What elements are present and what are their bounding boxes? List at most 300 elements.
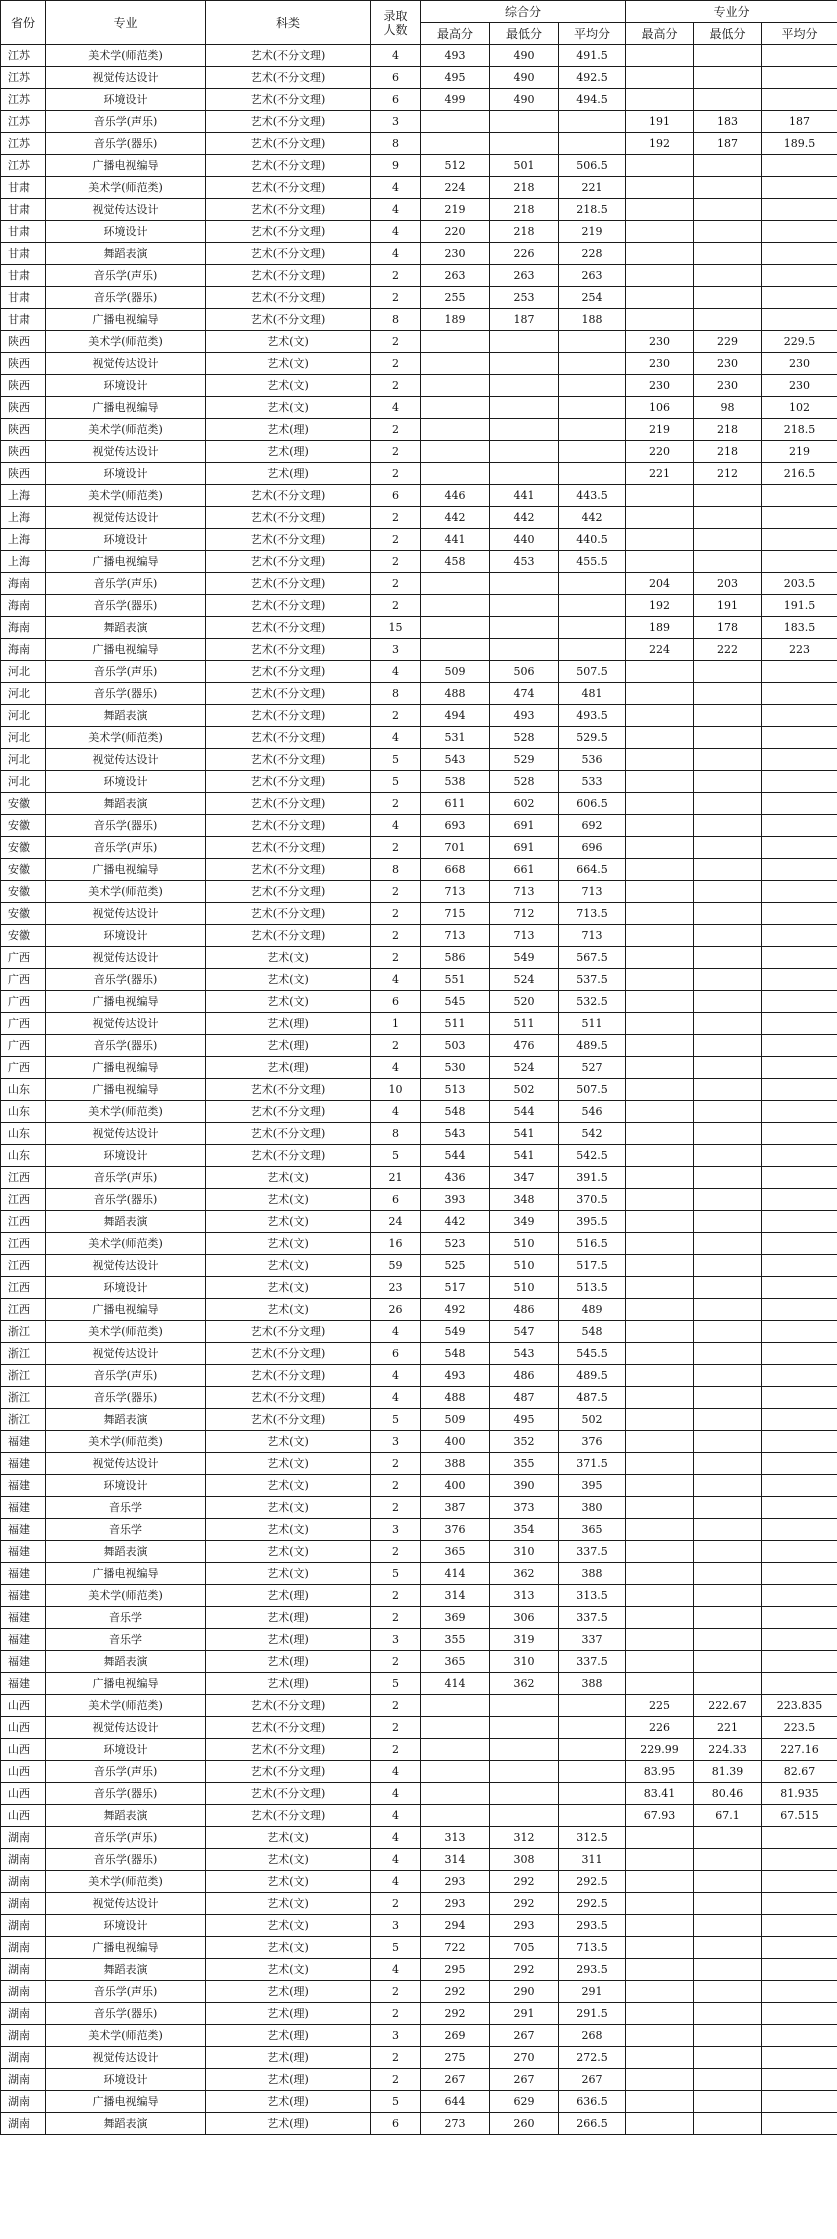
cell-composite-max: 414 [421, 1563, 490, 1585]
cell-professional-avg [762, 771, 837, 793]
cell-composite-min: 362 [490, 1563, 559, 1585]
cell-category: 艺术(文) [206, 1827, 371, 1849]
cell-category: 艺术(不分文理) [206, 1739, 371, 1761]
cell-professional-min [694, 925, 762, 947]
cell-professional-min [694, 837, 762, 859]
cell-professional-min [694, 551, 762, 573]
cell-professional-avg [762, 859, 837, 881]
cell-major: 广播电视编导 [46, 2091, 206, 2113]
header-professional-avg: 平均分 [762, 23, 837, 45]
cell-major: 视觉传达设计 [46, 199, 206, 221]
cell-category: 艺术(不分文理) [206, 1145, 371, 1167]
cell-composite-min: 510 [490, 1277, 559, 1299]
cell-professional-min: 222.67 [694, 1695, 762, 1717]
cell-professional-avg [762, 1233, 837, 1255]
cell-composite-avg [559, 1805, 626, 1827]
cell-admitted: 8 [371, 309, 421, 331]
cell-professional-max [626, 661, 694, 683]
cell-professional-min [694, 2003, 762, 2025]
cell-province: 湖南 [1, 1915, 46, 1937]
cell-admitted: 2 [371, 441, 421, 463]
cell-category: 艺术(不分文理) [206, 793, 371, 815]
cell-major: 环境设计 [46, 1915, 206, 1937]
cell-professional-max [626, 903, 694, 925]
cell-category: 艺术(不分文理) [206, 1123, 371, 1145]
cell-province: 上海 [1, 529, 46, 551]
cell-professional-max [626, 1409, 694, 1431]
cell-composite-min: 524 [490, 1057, 559, 1079]
cell-professional-avg [762, 991, 837, 1013]
cell-composite-max: 509 [421, 1409, 490, 1431]
cell-professional-max [626, 551, 694, 573]
cell-composite-min [490, 441, 559, 463]
cell-professional-avg: 183.5 [762, 617, 837, 639]
cell-professional-min [694, 749, 762, 771]
cell-category: 艺术(不分文理) [206, 1695, 371, 1717]
cell-professional-min [694, 1299, 762, 1321]
cell-major: 视觉传达设计 [46, 353, 206, 375]
cell-category: 艺术(不分文理) [206, 815, 371, 837]
cell-composite-max: 511 [421, 1013, 490, 1035]
cell-professional-avg [762, 815, 837, 837]
cell-professional-avg [762, 1651, 837, 1673]
table-row [1, 2003, 837, 2025]
cell-composite-max [421, 397, 490, 419]
cell-major: 美术学(师范类) [46, 2025, 206, 2047]
cell-composite-max: 493 [421, 45, 490, 67]
cell-major: 环境设计 [46, 1739, 206, 1761]
table-row [1, 705, 837, 727]
cell-professional-min [694, 2113, 762, 2135]
cell-province: 湖南 [1, 2003, 46, 2025]
cell-professional-avg [762, 1541, 837, 1563]
table-row [1, 683, 837, 705]
cell-composite-min [490, 133, 559, 155]
cell-admitted: 21 [371, 1167, 421, 1189]
cell-composite-max: 388 [421, 1453, 490, 1475]
cell-composite-max: 538 [421, 771, 490, 793]
cell-professional-avg [762, 837, 837, 859]
cell-category: 艺术(不分文理) [206, 287, 371, 309]
cell-composite-avg: 337.5 [559, 1541, 626, 1563]
cell-professional-max [626, 1849, 694, 1871]
cell-category: 艺术(不分文理) [206, 595, 371, 617]
cell-admitted: 6 [371, 2113, 421, 2135]
cell-composite-max: 493 [421, 1365, 490, 1387]
table-row [1, 1695, 837, 1717]
cell-composite-min: 506 [490, 661, 559, 683]
cell-professional-avg [762, 1453, 837, 1475]
cell-professional-max: 229.99 [626, 1739, 694, 1761]
cell-category: 艺术(不分文理) [206, 881, 371, 903]
cell-professional-min [694, 1981, 762, 2003]
cell-composite-max: 544 [421, 1145, 490, 1167]
cell-composite-min: 312 [490, 1827, 559, 1849]
cell-admitted: 2 [371, 1739, 421, 1761]
cell-professional-avg [762, 2025, 837, 2047]
cell-major: 音乐学(器乐) [46, 1849, 206, 1871]
cell-professional-avg [762, 1871, 837, 1893]
cell-composite-max: 313 [421, 1827, 490, 1849]
cell-composite-min: 308 [490, 1849, 559, 1871]
cell-admitted: 4 [371, 661, 421, 683]
cell-professional-min [694, 1035, 762, 1057]
cell-professional-min [694, 221, 762, 243]
cell-professional-max [626, 925, 694, 947]
cell-composite-min: 661 [490, 859, 559, 881]
cell-composite-avg: 713.5 [559, 1937, 626, 1959]
cell-major: 舞蹈表演 [46, 705, 206, 727]
cell-admitted: 4 [371, 1827, 421, 1849]
cell-major: 舞蹈表演 [46, 1541, 206, 1563]
cell-professional-avg: 227.16 [762, 1739, 837, 1761]
cell-admitted: 10 [371, 1079, 421, 1101]
cell-professional-max: 106 [626, 397, 694, 419]
cell-category: 艺术(不分文理) [206, 221, 371, 243]
cell-category: 艺术(理) [206, 1013, 371, 1035]
cell-composite-avg: 536 [559, 749, 626, 771]
cell-category: 艺术(理) [206, 419, 371, 441]
cell-professional-min: 230 [694, 353, 762, 375]
cell-admitted: 5 [371, 1563, 421, 1585]
cell-professional-max [626, 1827, 694, 1849]
cell-composite-max: 224 [421, 177, 490, 199]
cell-composite-max: 293 [421, 1871, 490, 1893]
cell-composite-avg: 507.5 [559, 1079, 626, 1101]
cell-category: 艺术(不分文理) [206, 1783, 371, 1805]
cell-admitted: 8 [371, 859, 421, 881]
cell-composite-min: 691 [490, 815, 559, 837]
cell-professional-avg [762, 1409, 837, 1431]
cell-province: 山东 [1, 1079, 46, 1101]
cell-professional-max [626, 881, 694, 903]
cell-major: 广播电视编导 [46, 1937, 206, 1959]
cell-province: 江西 [1, 1211, 46, 1233]
cell-composite-min: 713 [490, 925, 559, 947]
cell-admitted: 2 [371, 1717, 421, 1739]
cell-professional-max: 230 [626, 353, 694, 375]
cell-professional-min: 221 [694, 1717, 762, 1739]
cell-major: 环境设计 [46, 529, 206, 551]
cell-category: 艺术(不分文理) [206, 1387, 371, 1409]
cell-professional-max [626, 1959, 694, 1981]
cell-composite-avg: 692 [559, 815, 626, 837]
cell-province: 甘肃 [1, 287, 46, 309]
cell-admitted: 2 [371, 507, 421, 529]
cell-composite-min: 524 [490, 969, 559, 991]
cell-composite-max [421, 1761, 490, 1783]
cell-composite-min [490, 463, 559, 485]
cell-composite-min [490, 419, 559, 441]
cell-professional-min [694, 485, 762, 507]
cell-composite-min: 319 [490, 1629, 559, 1651]
cell-admitted: 4 [371, 815, 421, 837]
cell-professional-min: 191 [694, 595, 762, 617]
cell-composite-max [421, 331, 490, 353]
cell-admitted: 2 [371, 705, 421, 727]
cell-composite-min: 218 [490, 221, 559, 243]
cell-professional-min [694, 2069, 762, 2091]
cell-professional-avg [762, 2069, 837, 2091]
cell-composite-min: 602 [490, 793, 559, 815]
table-row [1, 1277, 837, 1299]
cell-composite-min: 267 [490, 2069, 559, 2091]
cell-category: 艺术(理) [206, 2047, 371, 2069]
cell-professional-min [694, 815, 762, 837]
cell-composite-avg: 370.5 [559, 1189, 626, 1211]
cell-composite-max: 586 [421, 947, 490, 969]
cell-composite-max: 492 [421, 1299, 490, 1321]
cell-professional-avg [762, 1211, 837, 1233]
cell-professional-max [626, 1299, 694, 1321]
cell-category: 艺术(文) [206, 1277, 371, 1299]
table-row [1, 617, 837, 639]
cell-admitted: 5 [371, 749, 421, 771]
cell-professional-min [694, 1145, 762, 1167]
cell-professional-max [626, 1585, 694, 1607]
table-row [1, 551, 837, 573]
cell-category: 艺术(不分文理) [206, 1805, 371, 1827]
cell-composite-max: 488 [421, 683, 490, 705]
cell-major: 美术学(师范类) [46, 419, 206, 441]
cell-professional-avg [762, 1057, 837, 1079]
cell-admitted: 6 [371, 1189, 421, 1211]
cell-composite-max: 512 [421, 155, 490, 177]
cell-major: 视觉传达设计 [46, 2047, 206, 2069]
table-row [1, 397, 837, 419]
cell-professional-min [694, 1123, 762, 1145]
table-row [1, 727, 837, 749]
cell-composite-avg: 293.5 [559, 1915, 626, 1937]
cell-major: 环境设计 [46, 375, 206, 397]
cell-professional-max [626, 1915, 694, 1937]
cell-category: 艺术(不分文理) [206, 925, 371, 947]
cell-admitted: 2 [371, 419, 421, 441]
cell-category: 艺术(文) [206, 1255, 371, 1277]
cell-composite-max: 436 [421, 1167, 490, 1189]
cell-professional-avg: 223 [762, 639, 837, 661]
cell-composite-avg [559, 353, 626, 375]
cell-professional-max: 226 [626, 1717, 694, 1739]
cell-professional-min [694, 1673, 762, 1695]
cell-professional-min: 224.33 [694, 1739, 762, 1761]
cell-composite-min: 354 [490, 1519, 559, 1541]
cell-composite-min: 373 [490, 1497, 559, 1519]
cell-composite-min [490, 1783, 559, 1805]
cell-composite-max: 292 [421, 2003, 490, 2025]
cell-major: 美术学(师范类) [46, 1695, 206, 1717]
cell-professional-max [626, 771, 694, 793]
cell-professional-avg [762, 1673, 837, 1695]
cell-professional-max [626, 683, 694, 705]
cell-composite-max: 548 [421, 1343, 490, 1365]
cell-professional-min [694, 947, 762, 969]
cell-category: 艺术(不分文理) [206, 859, 371, 881]
cell-composite-avg: 548 [559, 1321, 626, 1343]
cell-admitted: 4 [371, 1321, 421, 1343]
cell-composite-max: 543 [421, 749, 490, 771]
cell-admitted: 4 [371, 177, 421, 199]
cell-professional-min: 187 [694, 133, 762, 155]
cell-composite-min: 528 [490, 771, 559, 793]
header-category: 科类 [206, 1, 371, 45]
cell-province: 江苏 [1, 67, 46, 89]
cell-composite-avg: 492.5 [559, 67, 626, 89]
table-row [1, 1871, 837, 1893]
cell-composite-avg: 527 [559, 1057, 626, 1079]
cell-professional-min [694, 309, 762, 331]
cell-professional-min [694, 683, 762, 705]
cell-composite-min: 510 [490, 1233, 559, 1255]
cell-composite-avg [559, 397, 626, 419]
cell-professional-avg: 223.835 [762, 1695, 837, 1717]
cell-admitted: 2 [371, 1893, 421, 1915]
cell-admitted: 9 [371, 155, 421, 177]
cell-admitted: 6 [371, 67, 421, 89]
cell-composite-avg: 533 [559, 771, 626, 793]
cell-composite-min: 390 [490, 1475, 559, 1497]
cell-composite-min: 347 [490, 1167, 559, 1189]
cell-composite-avg: 542 [559, 1123, 626, 1145]
cell-professional-avg [762, 177, 837, 199]
cell-province: 浙江 [1, 1409, 46, 1431]
header-composite-max: 最高分 [421, 23, 490, 45]
cell-composite-avg: 542.5 [559, 1145, 626, 1167]
cell-composite-min: 290 [490, 1981, 559, 2003]
cell-professional-min: 222 [694, 639, 762, 661]
cell-professional-avg [762, 749, 837, 771]
cell-province: 广西 [1, 1035, 46, 1057]
cell-composite-min [490, 573, 559, 595]
cell-composite-min [490, 1805, 559, 1827]
cell-professional-avg [762, 2047, 837, 2069]
cell-composite-avg: 489.5 [559, 1365, 626, 1387]
table-row [1, 947, 837, 969]
cell-composite-avg: 337.5 [559, 1651, 626, 1673]
cell-composite-avg: 481 [559, 683, 626, 705]
cell-province: 福建 [1, 1431, 46, 1453]
cell-major: 视觉传达设计 [46, 507, 206, 529]
cell-composite-max: 495 [421, 67, 490, 89]
cell-composite-min: 293 [490, 1915, 559, 1937]
cell-composite-max [421, 463, 490, 485]
table-row [1, 221, 837, 243]
cell-composite-max: 715 [421, 903, 490, 925]
cell-admitted: 2 [371, 1695, 421, 1717]
cell-admitted: 4 [371, 1101, 421, 1123]
cell-province: 甘肃 [1, 265, 46, 287]
cell-province: 上海 [1, 485, 46, 507]
cell-professional-min [694, 1827, 762, 1849]
cell-professional-min [694, 793, 762, 815]
cell-major: 音乐学(声乐) [46, 111, 206, 133]
cell-major: 环境设计 [46, 221, 206, 243]
cell-province: 湖南 [1, 1827, 46, 1849]
table-row [1, 1233, 837, 1255]
cell-province: 河北 [1, 705, 46, 727]
cell-professional-max [626, 749, 694, 771]
cell-composite-max [421, 639, 490, 661]
cell-composite-avg: 313.5 [559, 1585, 626, 1607]
cell-composite-avg: 491.5 [559, 45, 626, 67]
cell-major: 音乐学(器乐) [46, 133, 206, 155]
cell-professional-avg: 203.5 [762, 573, 837, 595]
table-row [1, 177, 837, 199]
cell-professional-avg [762, 155, 837, 177]
cell-professional-min: 218 [694, 419, 762, 441]
cell-composite-max: 314 [421, 1849, 490, 1871]
cell-admitted: 2 [371, 881, 421, 903]
cell-province: 福建 [1, 1519, 46, 1541]
cell-composite-avg: 440.5 [559, 529, 626, 551]
cell-professional-avg [762, 1629, 837, 1651]
cell-major: 美术学(师范类) [46, 727, 206, 749]
cell-professional-max [626, 1277, 694, 1299]
cell-professional-min [694, 2025, 762, 2047]
cell-admitted: 1 [371, 1013, 421, 1035]
table-row [1, 507, 837, 529]
cell-composite-max: 294 [421, 1915, 490, 1937]
cell-admitted: 4 [371, 199, 421, 221]
cell-composite-max [421, 1739, 490, 1761]
cell-composite-min [490, 1761, 559, 1783]
cell-professional-max [626, 1607, 694, 1629]
cell-major: 环境设计 [46, 925, 206, 947]
cell-category: 艺术(文) [206, 353, 371, 375]
cell-major: 音乐学(器乐) [46, 815, 206, 837]
cell-admitted: 6 [371, 89, 421, 111]
table-row [1, 1541, 837, 1563]
cell-major: 美术学(师范类) [46, 1233, 206, 1255]
cell-professional-max [626, 221, 694, 243]
cell-composite-min: 453 [490, 551, 559, 573]
table-row [1, 595, 837, 617]
table-row [1, 45, 837, 67]
table-row [1, 749, 837, 771]
cell-professional-avg [762, 529, 837, 551]
table-row [1, 1585, 837, 1607]
cell-professional-min [694, 1475, 762, 1497]
cell-professional-min [694, 705, 762, 727]
cell-major: 音乐学(器乐) [46, 969, 206, 991]
cell-professional-max [626, 859, 694, 881]
cell-professional-avg [762, 221, 837, 243]
table-row [1, 1365, 837, 1387]
header-major: 专业 [46, 1, 206, 45]
cell-professional-min [694, 1871, 762, 1893]
cell-composite-max: 269 [421, 2025, 490, 2047]
cell-category: 艺术(不分文理) [206, 1343, 371, 1365]
cell-admitted: 2 [371, 837, 421, 859]
cell-admitted: 15 [371, 617, 421, 639]
cell-professional-min [694, 727, 762, 749]
cell-composite-avg: 507.5 [559, 661, 626, 683]
cell-composite-avg [559, 441, 626, 463]
cell-category: 艺术(不分文理) [206, 771, 371, 793]
cell-professional-min [694, 991, 762, 1013]
table-row [1, 1013, 837, 1035]
cell-professional-avg [762, 243, 837, 265]
cell-major: 广播电视编导 [46, 1563, 206, 1585]
cell-admitted: 2 [371, 1497, 421, 1519]
cell-professional-avg [762, 881, 837, 903]
cell-composite-avg [559, 1739, 626, 1761]
cell-composite-min: 474 [490, 683, 559, 705]
table-row [1, 1519, 837, 1541]
cell-professional-max [626, 2047, 694, 2069]
cell-category: 艺术(不分文理) [206, 67, 371, 89]
cell-professional-min [694, 1519, 762, 1541]
